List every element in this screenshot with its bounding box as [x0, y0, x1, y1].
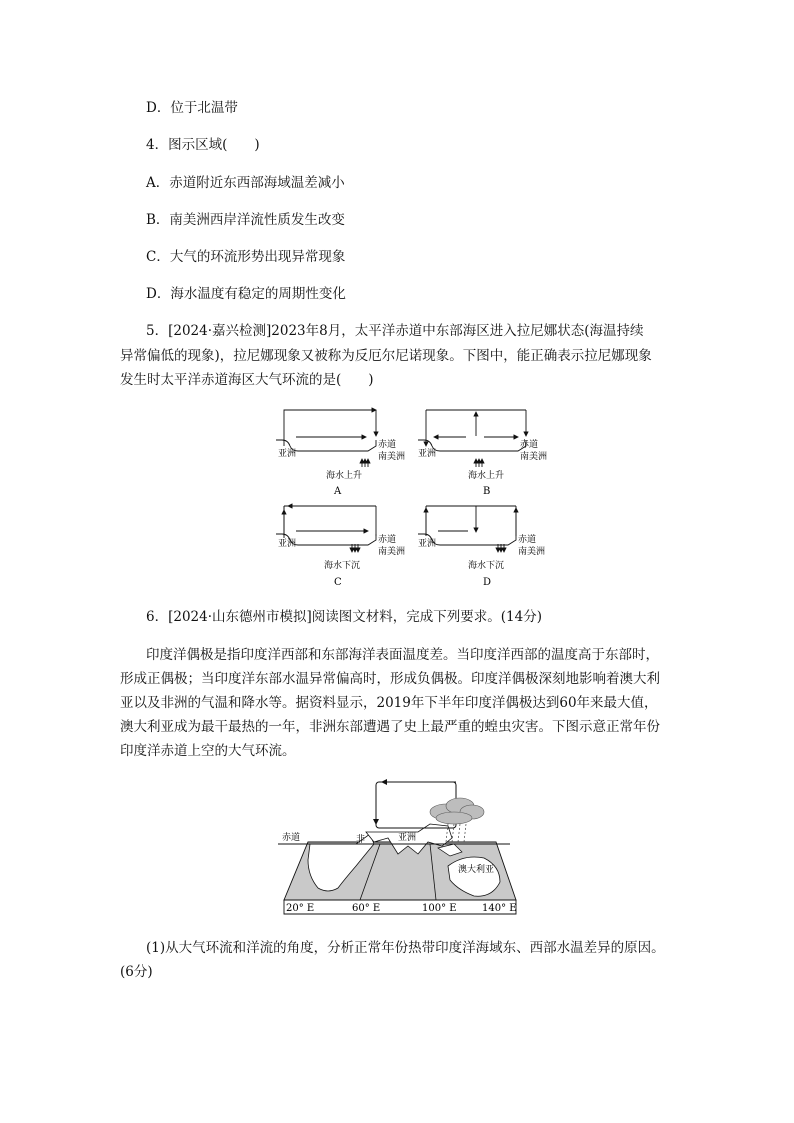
q4-stem: 4．图示区域( ) — [146, 137, 260, 153]
map-africa-label: 非 — [356, 835, 366, 845]
indian-ocean-map-svg — [278, 776, 522, 916]
q4-option-a: A．赤道附近东西部海域温差减小 — [146, 175, 345, 191]
panel-c-asia: 亚洲 — [278, 539, 297, 549]
panel-c-letter: C — [334, 577, 342, 588]
map-equator-label: 赤道 — [282, 833, 301, 843]
panel-c-equator: 赤道 — [378, 535, 397, 545]
q6-para-line-1: 印度洋偶极是指印度洋西部和东部海洋表面温度差。当印度洋西部的温度高于东部时， — [146, 647, 659, 663]
panel-b-water: 海水上升 — [468, 471, 505, 481]
panel-a-asia: 亚洲 — [278, 449, 297, 459]
q4-option-d: D．海水温度有稳定的周期性变化 — [146, 286, 346, 302]
map-asia-label: 亚洲 — [398, 833, 417, 843]
panel-b-letter: B — [483, 486, 491, 497]
indian-ocean-map — [278, 776, 522, 916]
panel-d-letter: D — [483, 577, 492, 588]
panel-d-south-america: 南美洲 — [518, 547, 546, 557]
map-lon-60: 60° E — [352, 903, 381, 914]
panel-b-equator: 赤道 — [520, 440, 539, 450]
q6-sub1-line-2: (6分) — [120, 964, 153, 980]
map-lon-140: 140° E — [482, 903, 517, 914]
panel-a-water: 海水上升 — [326, 471, 363, 481]
q3-option-d: D．位于北温带 — [146, 100, 238, 116]
q5-stem-line-2: 异常偏低的现象)，拉尼娜现象又被称为反厄尔尼诺现象。下图中，能正确表示拉尼娜现象 — [120, 348, 652, 364]
panel-a-south-america: 南美洲 — [378, 452, 406, 462]
q5-stem-line-1: 5．[2024·嘉兴检测]2023年8月，太平洋赤道中东部海区进入拉尼娜状态(海温持续 — [146, 323, 644, 339]
q4-option-b: B．南美洲西岸洋流性质发生改变 — [146, 212, 345, 228]
circulation-diagram — [268, 402, 558, 594]
q5-stem-line-3: 发生时太平洋赤道海区大气环流的是( ) — [120, 372, 374, 388]
cloud-icon — [430, 798, 484, 824]
panel-c-water: 海水下沉 — [324, 561, 361, 571]
panel-a-letter: A — [334, 486, 342, 497]
q6-para-line-4: 澳大利亚成为最干最热的一年，非洲东部遭遇了史上最严重的蝗虫灾害。下图示意正常年份 — [120, 719, 660, 735]
panel-d-equator: 赤道 — [518, 535, 537, 545]
q4-option-c: C．大气的环流形势出现异常现象 — [146, 249, 346, 265]
panel-a-equator: 赤道 — [378, 440, 397, 450]
q6-para-line-5: 印度洋赤道上空的大气环流。 — [120, 743, 296, 759]
panel-d-water: 海水下沉 — [468, 561, 505, 571]
panel-b-asia: 亚洲 — [418, 449, 437, 459]
q6-para-line-3: 亚以及非洲的气温和降水等。据资料显示，2019年下半年印度洋偶极达到60年来最大值， — [120, 695, 658, 711]
panel-b-south-america: 南美洲 — [520, 452, 548, 462]
map-australia-label: 澳大利亚 — [458, 865, 495, 875]
q6-para-line-2: 形成正偶极；当印度洋东部水温异常偏高时，形成负偶极。印度洋偶极深刻地影响着澳大利 — [120, 671, 660, 687]
panel-c-south-america: 南美洲 — [378, 547, 406, 557]
circulation-diagram-svg — [268, 402, 558, 594]
map-lon-20: 20° E — [286, 903, 315, 914]
map-lon-100: 100° E — [422, 903, 457, 914]
q6-sub1-line-1: (1)从大气环流和洋流的角度，分析正常年份热带印度洋海域东、西部水温差异的原因。 — [146, 940, 665, 956]
panel-d-asia: 亚洲 — [418, 539, 437, 549]
q6-stem: 6．[2024·山东德州市模拟]阅读图文材料，完成下列要求。(14分) — [146, 609, 542, 625]
